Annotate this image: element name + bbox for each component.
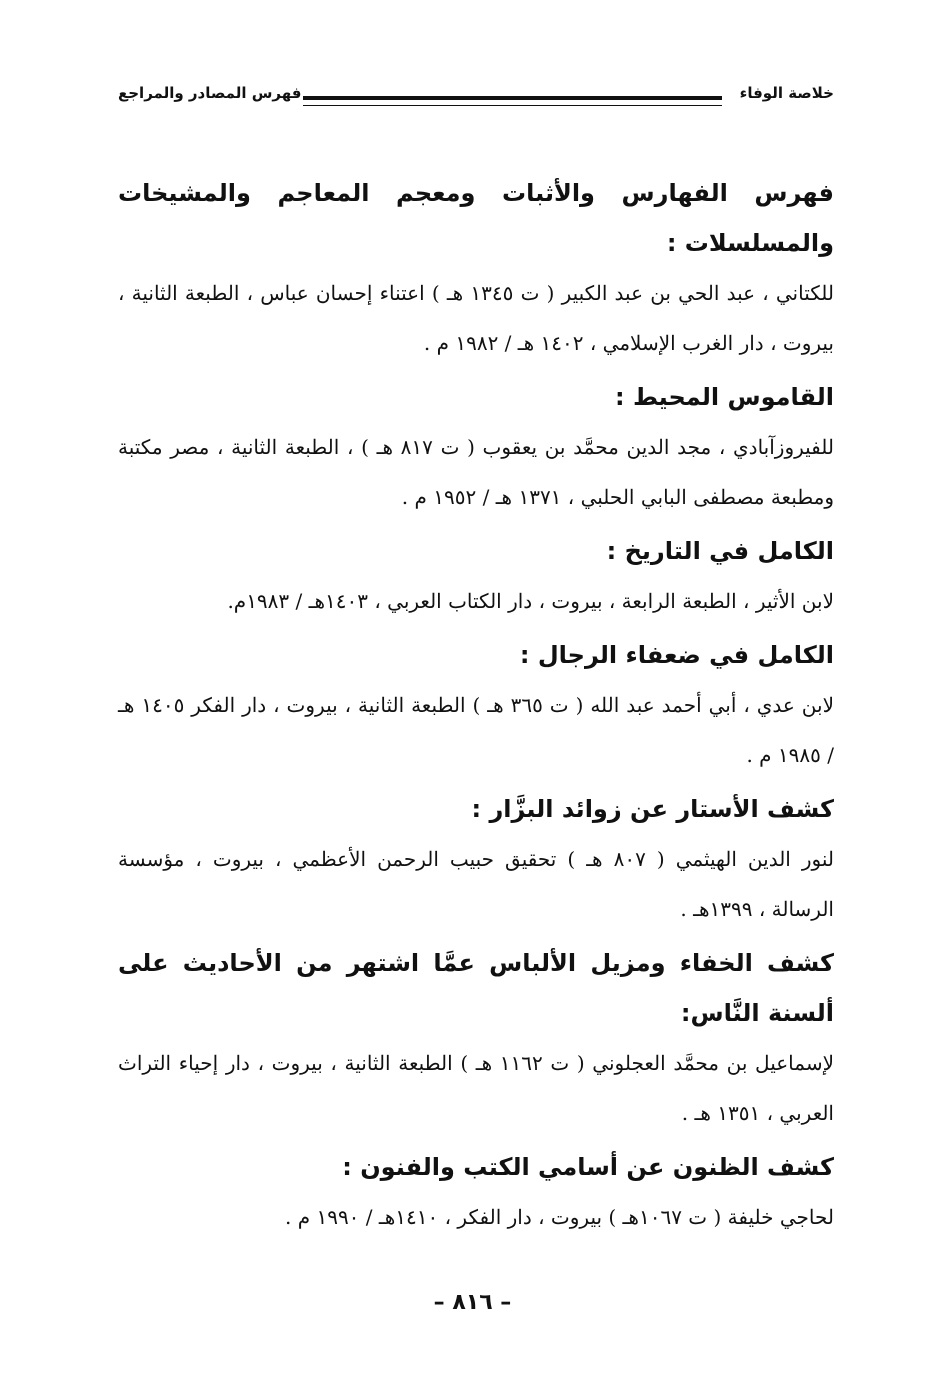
bibliography-entry <box>118 526 834 626</box>
entry-body: للكتاني ، عبد الحي بن عبد الكبير ( ت ١٣٤٥ هـ ) اعتناء إحسان عباس ، الطبعة الثانية ، بيروت ، دار الغرب الإسلامي ، ١٤٠٢ هـ / ١٩٨٢ م . <box>118 281 835 355</box>
entry-body: لنور الدين الهيثمي ( ٨٠٧ هـ ) تحقيق حبيب الرحمن الأعظمي ، بيروت ، مؤسسة الرسالة ، ١٣٩٩هـ . <box>118 847 834 921</box>
bibliography-entry <box>118 168 834 368</box>
entry-body: للفيروزآبادي ، مجد الدين محمَّد بن يعقوب ( ت ٨١٧ هـ ) ، الطبعة الثانية ، مصر مكتبة ومطبعة مصطفى البابي الحلبي ، ١٣٧١ هـ / ١٩٥٢ م . <box>118 435 835 509</box>
entry-body: لابن عدي ، أبي أحمد عبد الله ( ت ٣٦٥ هـ ) الطبعة الثانية ، بيروت ، دار الفكر ١٤٠٥ هـ / ١٩٨٥ م . <box>118 693 834 767</box>
entry-title: الكامل في ضعفاء الرجال : <box>519 641 834 669</box>
entry-title: كشف الظنون عن أسامي الكتب والفنون : <box>342 1153 834 1181</box>
header-book-title: خلاصة الوفاء <box>739 84 834 102</box>
entry-body: لحاجي خليفة ( ت ١٠٦٧هـ ) بيروت ، دار الفكر ، ١٤١٠هـ / ١٩٩٠ م . <box>284 1205 834 1229</box>
bibliography-entry <box>118 784 834 934</box>
header-section-title: فهرس المصادر والمراجع <box>118 84 302 102</box>
entry-title: فهرس الفهارس والأثبات ومعجم المعاجم والمشيخات والمسلسلات : <box>118 179 834 257</box>
entry-body: لابن الأثير ، الطبعة الرابعة ، بيروت ، دار الكتاب العربي ، ١٤٠٣هـ / ١٩٨٣م. <box>227 589 834 613</box>
bibliography-entry <box>118 938 834 1138</box>
entry-title: الكامل في التاريخ : <box>606 537 834 565</box>
page-number: – ٨١٦ – <box>433 1290 512 1315</box>
running-header <box>118 82 834 112</box>
bibliography-entry <box>118 372 834 522</box>
entry-title: كشف الأستار عن زوائد البزَّار : <box>471 795 834 823</box>
header-rule <box>303 96 722 100</box>
bibliography-entry <box>118 630 834 780</box>
entry-title: القاموس المحيط : <box>615 383 834 411</box>
entry-body: لإسماعيل بن محمَّد العجلوني ( ت ١١٦٢ هـ ) الطبعة الثانية ، بيروت ، دار إحياء التراث العربي ، ١٣٥١ هـ . <box>118 1051 834 1125</box>
entry-title: كشف الخفاء ومزيل الألباس عمَّا اشتهر من الأحاديث على ألسنة النَّاس: <box>118 949 834 1027</box>
bibliography-entry <box>118 1142 834 1242</box>
bibliography-list <box>118 168 834 1246</box>
